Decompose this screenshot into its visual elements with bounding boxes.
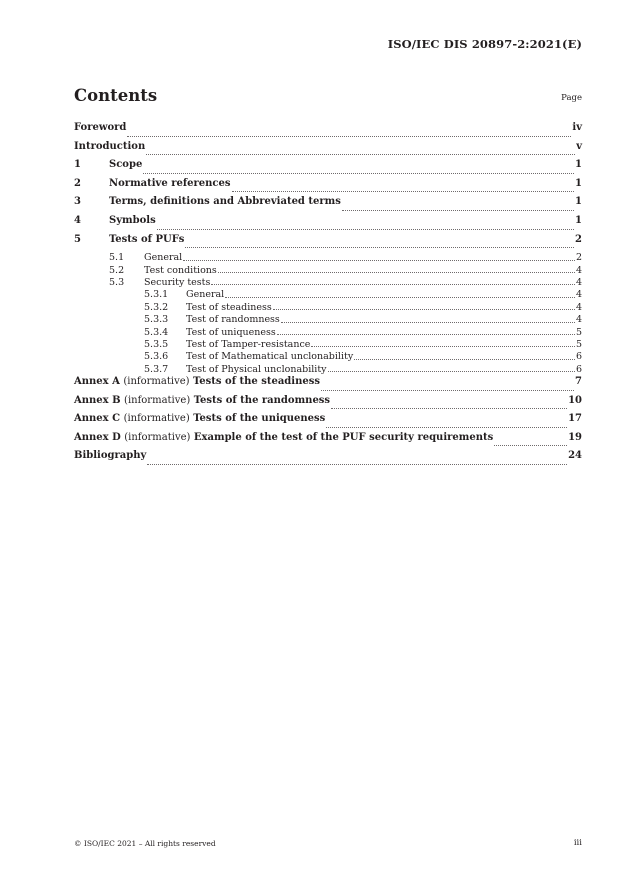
toc-entry-page: 2	[575, 252, 582, 264]
toc-entry[interactable]	[74, 314, 582, 326]
toc-entry-page: 4	[575, 314, 582, 326]
toc-entry-number: 5	[74, 233, 81, 245]
toc-entry-title	[74, 413, 325, 425]
toc-dot-leader	[143, 172, 574, 174]
toc-entry-title: General	[186, 289, 225, 301]
toc-entry[interactable]	[74, 450, 582, 469]
toc-entry[interactable]	[74, 141, 582, 160]
toc-entry-number: 5.3.4	[144, 326, 169, 338]
toc-entry-page: 5	[575, 326, 582, 338]
toc-entry-page: 24	[568, 450, 582, 462]
toc-entry[interactable]	[74, 364, 582, 376]
toc-entry[interactable]	[74, 302, 582, 314]
toc-entry[interactable]	[74, 339, 582, 351]
toc-entry-page: 7	[575, 376, 582, 388]
toc-dot-leader	[157, 228, 574, 230]
toc-entry-number: 5.3.5	[144, 338, 169, 350]
toc-entry-number: 5.3.7	[144, 363, 169, 375]
toc-annex-informative: (informative)	[123, 413, 190, 425]
toc-annex-informative: (informative)	[124, 394, 191, 406]
toc-entry[interactable]	[74, 215, 582, 234]
toc-entry-page: 17	[568, 413, 582, 425]
table-of-contents	[74, 122, 582, 469]
toc-entry-number: 4	[74, 214, 81, 226]
toc-entry-number: 2	[74, 177, 81, 189]
toc-annex-label: Annex B	[74, 394, 121, 406]
toc-entry-page: 1	[575, 196, 582, 208]
toc-entry[interactable]	[74, 432, 582, 451]
toc-entry-number: 5.3	[109, 276, 125, 288]
toc-entry-title: Scope	[109, 159, 143, 171]
toc-entry-number: 5.3.3	[144, 314, 169, 326]
toc-dot-leader	[494, 444, 567, 446]
page-number: iii	[573, 838, 582, 848]
toc-dot-leader	[328, 370, 575, 372]
toc-entry-title	[74, 376, 320, 388]
toc-annex-title: Tests of the randomness	[193, 394, 331, 406]
toc-dot-leader	[321, 389, 574, 391]
toc-entry-page: 4	[575, 276, 582, 288]
toc-entry-page: v	[576, 140, 582, 152]
toc-dot-leader	[127, 135, 571, 137]
toc-entry-title: Test of uniqueness	[186, 326, 276, 338]
page-column-label: Page	[561, 93, 582, 103]
toc-entry[interactable]	[74, 395, 582, 414]
toc-dot-leader	[211, 283, 575, 285]
toc-entry-number: 5.1	[109, 252, 125, 264]
toc-entry-title: General	[144, 252, 183, 264]
toc-dot-leader	[331, 407, 567, 409]
toc-annex-informative: (informative)	[124, 431, 191, 443]
toc-entry[interactable]	[74, 196, 582, 215]
toc-entry-page: 6	[575, 363, 582, 375]
toc-annex-label: Annex D	[74, 431, 121, 443]
toc-entry[interactable]	[74, 327, 582, 339]
toc-entry-title: Terms, definitions and Abbreviated terms	[109, 196, 341, 208]
toc-entry-page: 4	[575, 264, 582, 276]
toc-dot-leader	[147, 463, 567, 465]
toc-annex-label: Annex C	[74, 413, 121, 425]
toc-entry[interactable]	[74, 159, 582, 178]
toc-entry-title: Test of Mathematical unclonability	[186, 351, 354, 363]
contents-heading: Contents	[74, 86, 158, 105]
toc-entry[interactable]	[74, 252, 582, 264]
toc-entry-title	[74, 432, 493, 444]
toc-annex-title: Tests of the steadiness	[193, 376, 320, 388]
toc-dot-leader	[185, 246, 574, 248]
toc-dot-leader	[218, 271, 575, 273]
toc-entry-title: Normative references	[109, 177, 231, 189]
toc-annex-label: Annex A	[74, 376, 120, 388]
toc-entry-page: 4	[575, 289, 582, 301]
toc-dot-leader	[146, 153, 575, 155]
toc-dot-leader	[183, 259, 575, 261]
toc-annex-informative: (informative)	[123, 376, 190, 388]
toc-entry-title: Introduction	[74, 140, 146, 152]
toc-entry-page: 1	[575, 159, 582, 171]
toc-entry-number: 5.2	[109, 264, 125, 276]
toc-entry[interactable]	[74, 376, 582, 395]
toc-entry-title: Bibliography	[74, 450, 147, 462]
toc-entry-title: Test of Physical unclonability	[186, 363, 327, 375]
toc-entry-title: Test of Tamper-resistance	[186, 338, 311, 350]
toc-entry-page: 1	[575, 214, 582, 226]
toc-dot-leader	[354, 358, 575, 360]
toc-entry-page: 2	[575, 233, 582, 245]
toc-entry[interactable]	[74, 289, 582, 301]
copyright-notice: © ISO/IEC 2021 – All rights reserved	[74, 839, 216, 848]
toc-entry-page: 4	[575, 301, 582, 313]
toc-annex-title: Example of the test of the PUF security requirements	[193, 431, 494, 443]
toc-entry[interactable]	[74, 122, 582, 141]
toc-dot-leader	[342, 209, 574, 211]
toc-entry[interactable]	[74, 413, 582, 432]
toc-dot-leader	[326, 426, 567, 428]
toc-entry-number: 5.3.2	[144, 301, 169, 313]
toc-entry[interactable]	[74, 277, 582, 289]
toc-dot-leader	[273, 308, 575, 310]
toc-entry-page: 5	[575, 338, 582, 350]
toc-entry-number: 3	[74, 196, 81, 208]
toc-entry-title: Foreword	[74, 122, 127, 133]
toc-entry[interactable]	[74, 178, 582, 197]
toc-entry-title	[74, 395, 330, 407]
toc-entry-page: 1	[575, 177, 582, 189]
toc-annex-title: Tests of the uniqueness	[193, 413, 326, 425]
toc-entry-title: Security tests	[144, 276, 211, 288]
toc-dot-leader	[311, 345, 575, 347]
toc-entry-page: iv	[572, 122, 582, 133]
toc-entry-title: Symbols	[109, 214, 156, 226]
toc-entry[interactable]	[74, 265, 582, 277]
toc-dot-leader	[232, 190, 575, 192]
toc-entry-number: 1	[74, 159, 81, 171]
toc-entry-number: 5.3.1	[144, 289, 169, 301]
toc-entry-number: 5.3.6	[144, 351, 169, 363]
toc-dot-leader	[277, 333, 575, 335]
toc-entry-title: Test of randomness	[186, 314, 280, 326]
toc-entry-title: Tests of PUFs	[109, 233, 185, 245]
toc-entry[interactable]	[74, 351, 582, 363]
toc-entry-page: 10	[568, 394, 582, 406]
toc-entry-page: 6	[575, 351, 582, 363]
toc-dot-leader	[281, 321, 575, 323]
toc-entry-title: Test conditions	[144, 264, 217, 276]
toc-entry[interactable]	[74, 234, 582, 253]
toc-entry-title: Test of steadiness	[186, 301, 272, 313]
toc-dot-leader	[225, 296, 575, 298]
toc-entry-page: 19	[568, 431, 582, 443]
document-identifier: ISO/IEC DIS 20897-2:2021(E)	[387, 37, 582, 51]
